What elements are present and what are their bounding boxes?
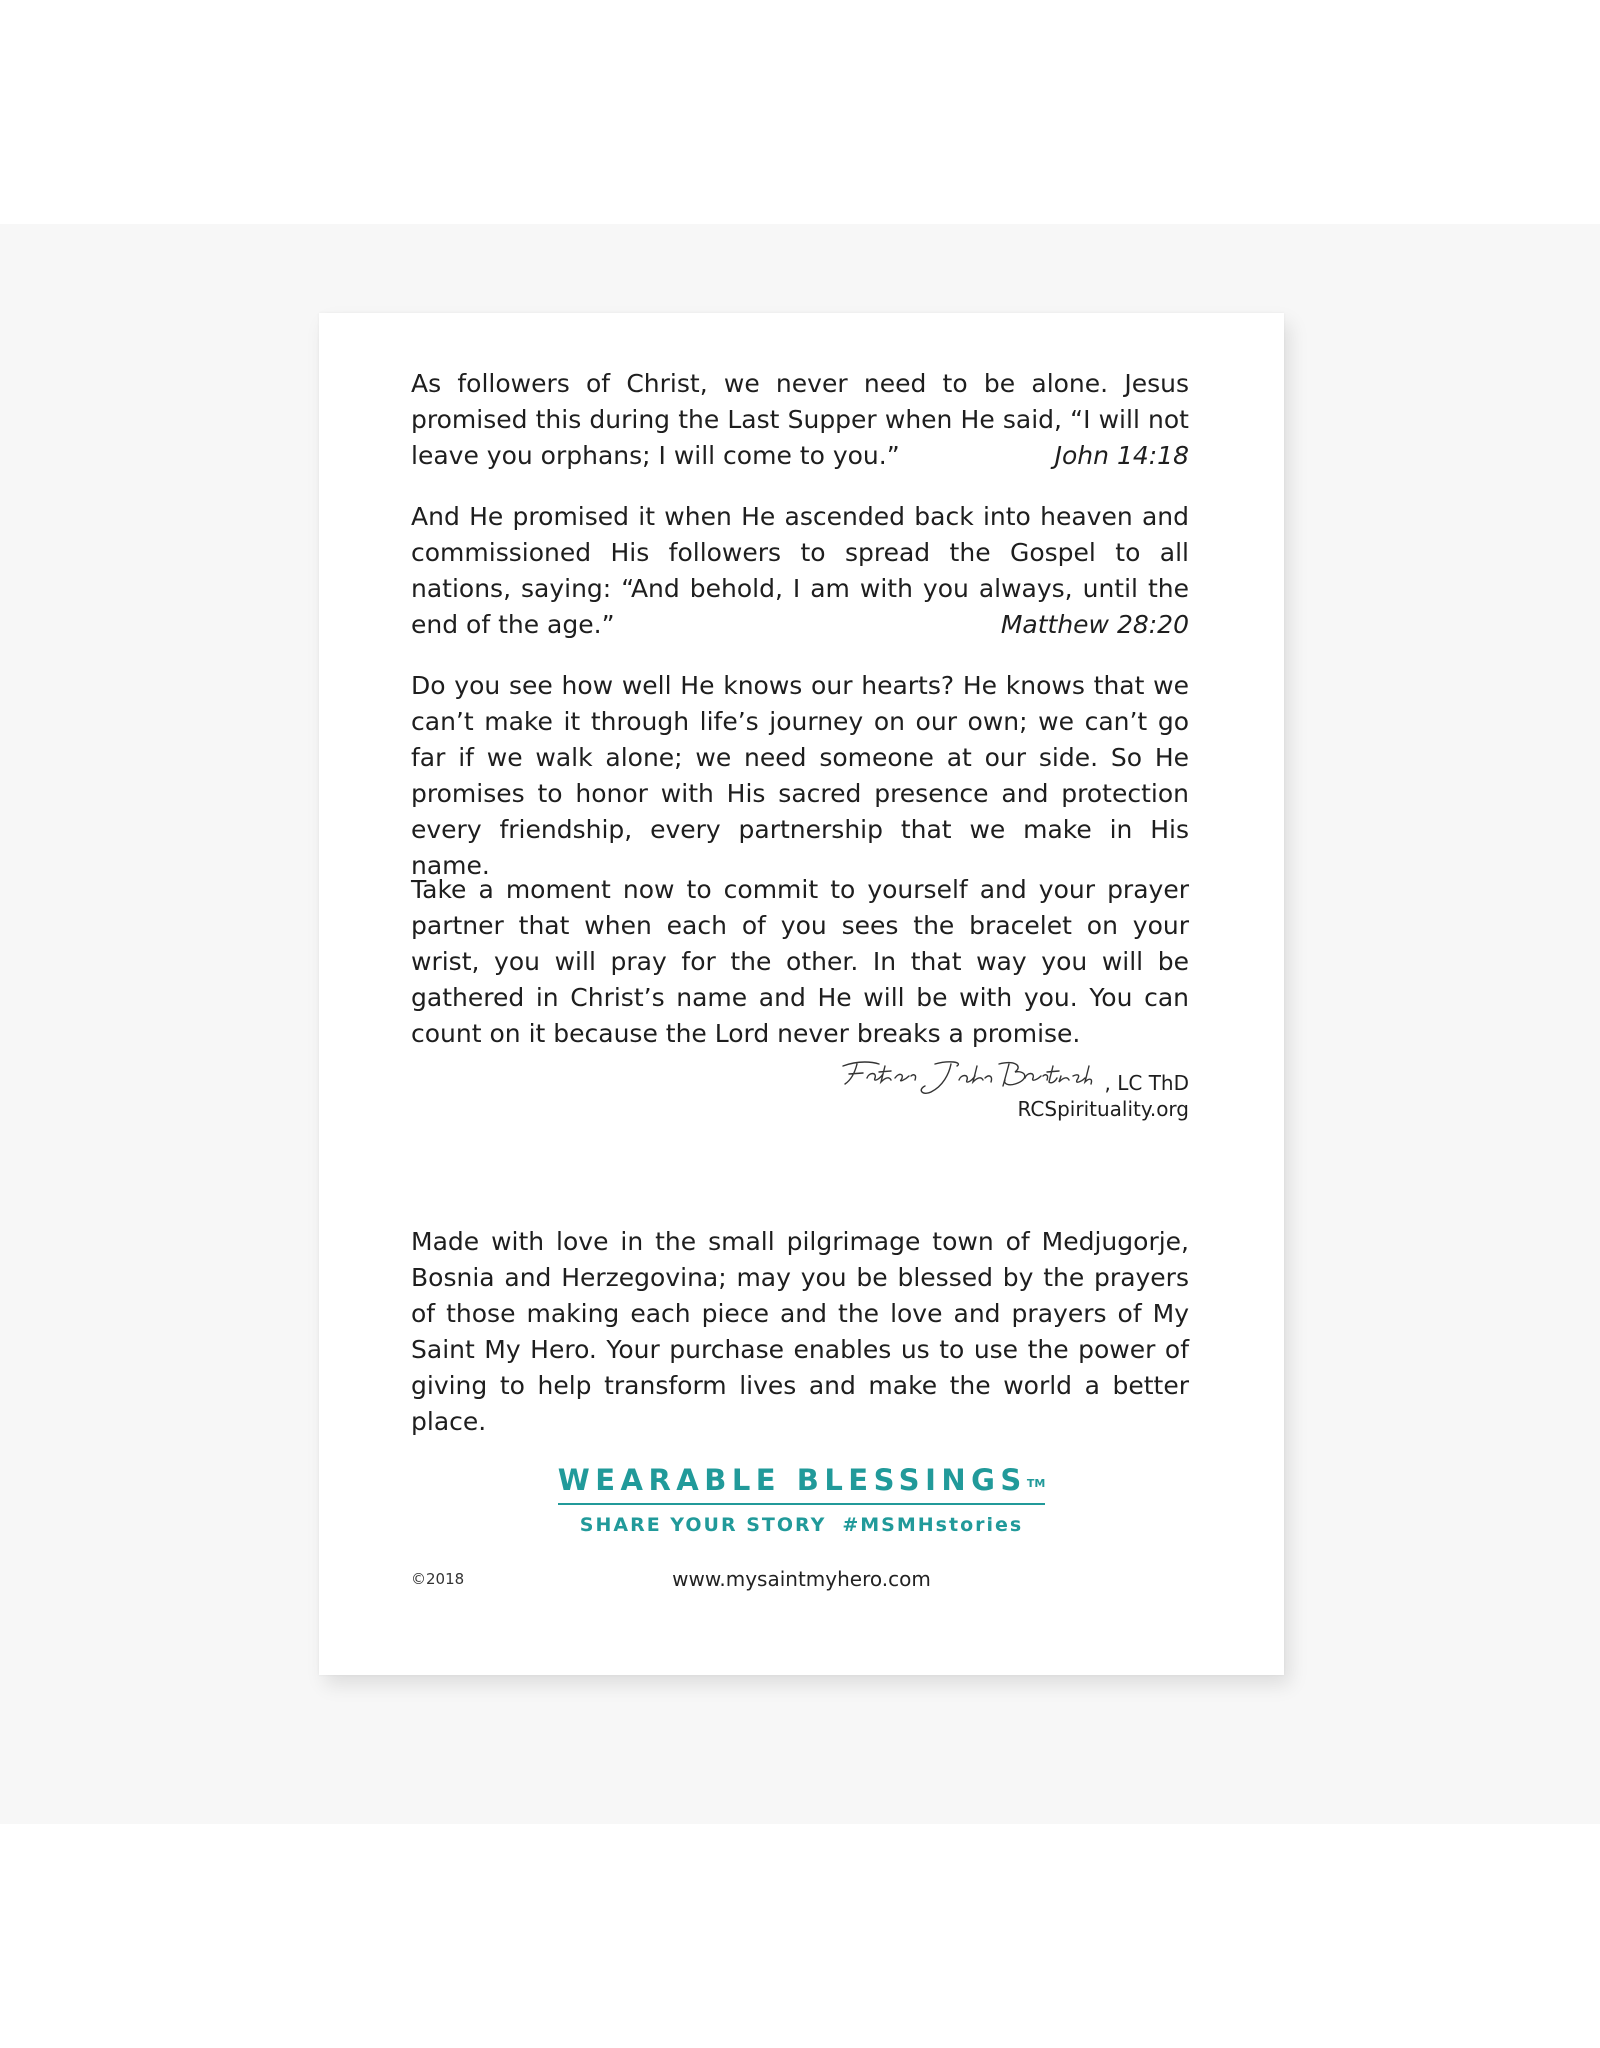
made-with-love-paragraph xyxy=(411,1224,1189,1440)
brand-tagline xyxy=(319,1513,1284,1537)
paragraph-3 xyxy=(411,668,1189,884)
signature-credentials: , LC ThD xyxy=(1104,1071,1189,1095)
hashtag-text: #MSMHstories xyxy=(842,1514,1024,1536)
tagline-text: SHARE YOUR STORY xyxy=(579,1514,827,1536)
trademark-mark: TM xyxy=(1026,1477,1046,1490)
signature-website: RCSpirituality.org xyxy=(1017,1097,1189,1121)
copyright-notice: ©2018 xyxy=(411,1570,465,1588)
website-url: www.mysaintmyhero.com xyxy=(672,1567,931,1591)
brand-logo xyxy=(319,1463,1284,1537)
citation-matthew: Matthew 28:20 xyxy=(1000,610,1189,639)
citation-john: John 14:18 xyxy=(1054,441,1189,470)
prayer-card xyxy=(319,313,1284,1675)
paragraph-1 xyxy=(411,366,1189,474)
handwritten-signature xyxy=(839,1056,1097,1096)
made-with-love-text: Made with love in the small pilgrimage town of Medjugorje, Bosnia and Herzegovina; may you be blessed by the prayers of those making each piece and the love and prayers of My Saint My Hero. Your purchase enables us to use the power of giving to help transform lives and make the world a better place. xyxy=(411,1227,1189,1436)
paragraph-4-text: Take a moment now to commit to yourself and your prayer partner that when each of you sees the bracelet on your wrist, you will pray for the other. In that way you will be gathered in Christ’s name and He will be with you. You can count on it because the Lord never breaks a promise. xyxy=(411,875,1189,1048)
signature-line xyxy=(839,1056,1189,1096)
paragraph-1-text: As followers of Christ, we never need to be alone. Jesus promised this during the Last Supper when He said, “I will not leave you orphans; I will come to you.” xyxy=(411,369,1189,470)
paragraph-2-text: And He promised it when He ascended back into heaven and commissioned His followers to spread the Gospel to all nations, saying: “And behold, I am with you always, until the end of the age.” xyxy=(411,502,1189,639)
brand-title-text: WEARABLE BLESSINGS xyxy=(557,1463,1027,1497)
brand-title xyxy=(558,1463,1046,1505)
paragraph-3-text: Do you see how well He knows our hearts? He knows that we can’t make it through life’s journey on our own; we can’t go far if we walk alone; we need someone at our side. So He promises to honor with His sacred presence and protection every friendship, every partnership that we make in His name. xyxy=(411,671,1189,880)
paragraph-2 xyxy=(411,499,1189,643)
paragraph-4 xyxy=(411,872,1189,1052)
